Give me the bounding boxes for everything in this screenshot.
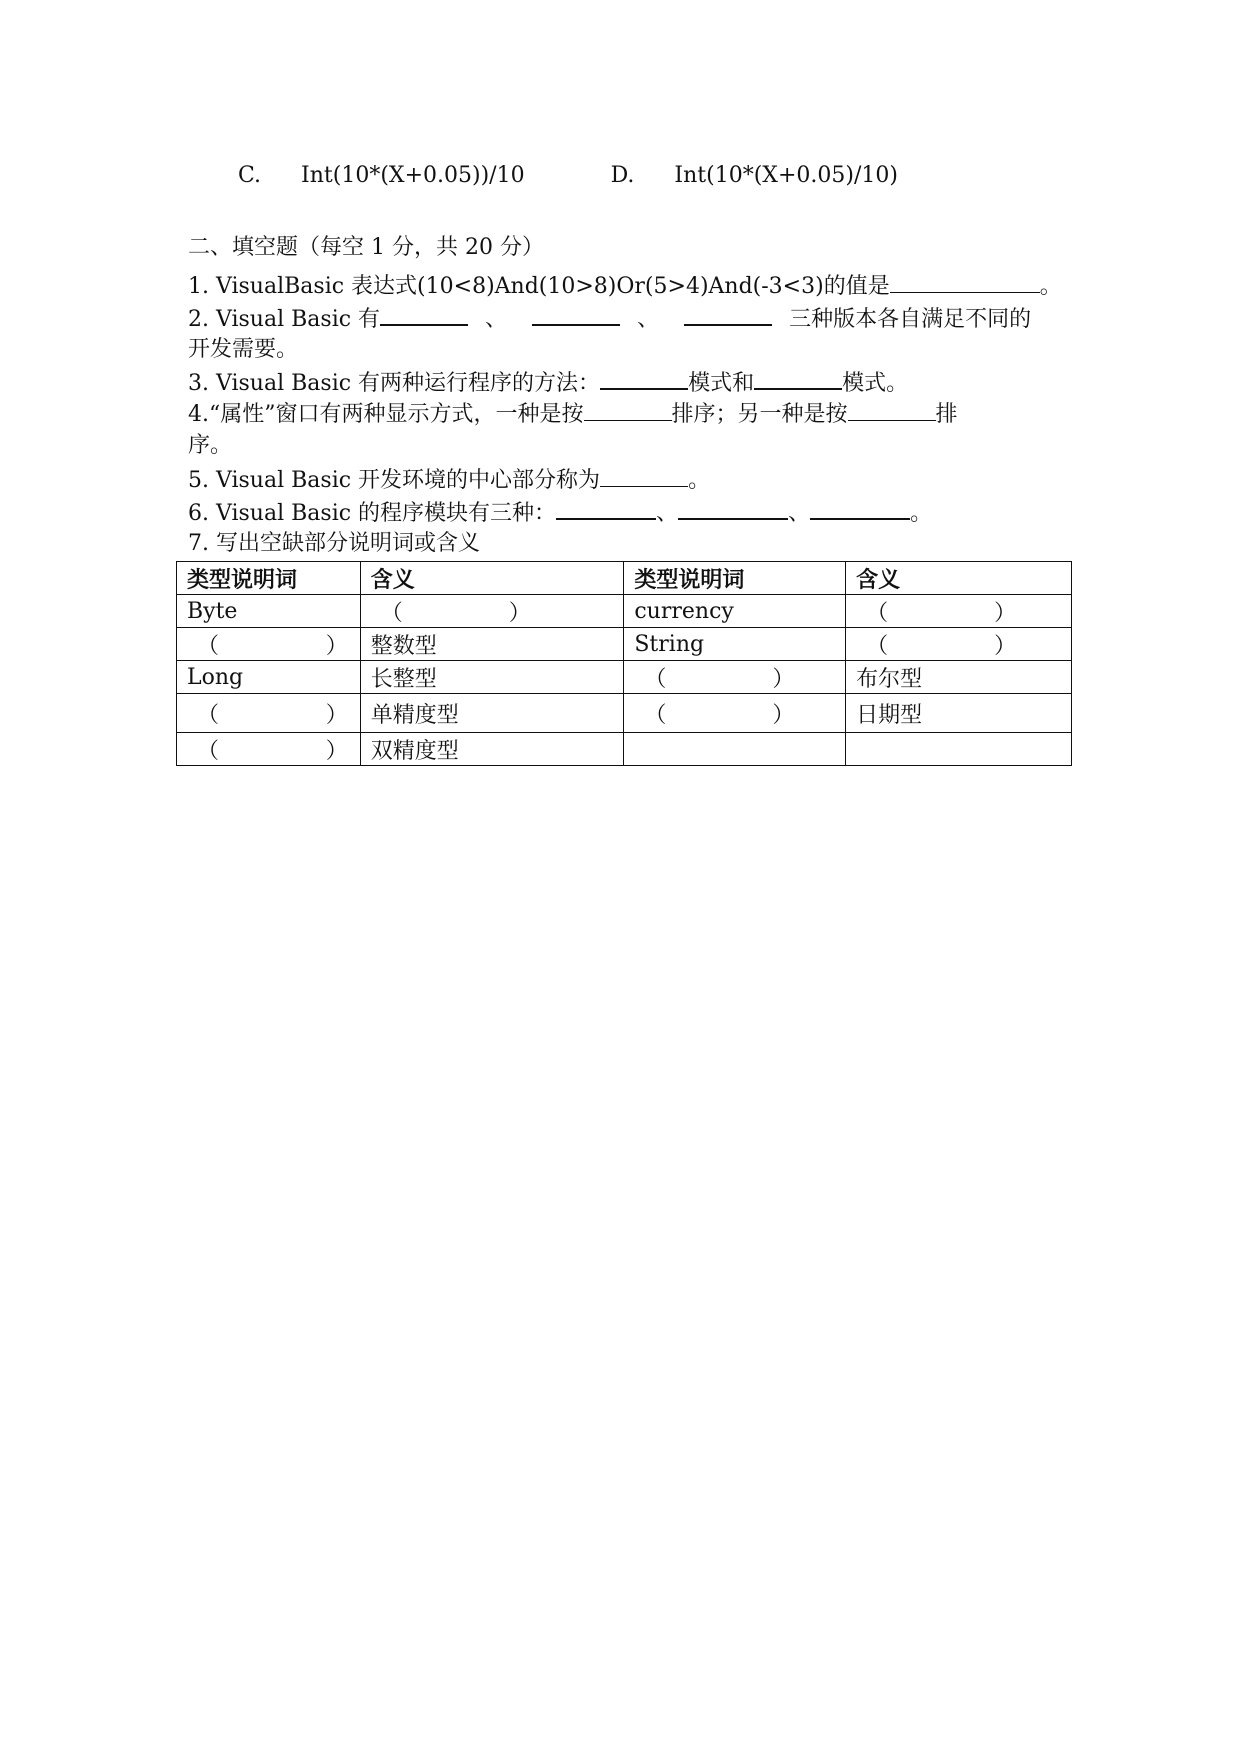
answer-blank[interactable]	[678, 496, 788, 520]
question-1	[188, 270, 1062, 303]
answer-blank[interactable]	[556, 496, 656, 520]
question-2-sep2: 、	[637, 307, 660, 332]
table-header: 类型说明词	[624, 562, 846, 595]
table-cell: String	[624, 628, 846, 661]
answer-cell[interactable]: （ ）	[177, 733, 361, 766]
question-4	[188, 398, 958, 431]
question-4-end: 排	[935, 402, 958, 427]
option-d-label: D.	[610, 163, 635, 188]
option-c-expr: Int(10*(X+0.05))/10	[301, 163, 525, 188]
question-7-text: 7. 写出空缺部分说明词或含义	[188, 531, 480, 556]
table-cell: 双精度型	[360, 733, 624, 766]
answer-blank[interactable]	[754, 366, 842, 390]
option-d-expr: Int(10*(X+0.05)/10)	[674, 163, 898, 188]
answer-blank[interactable]	[380, 302, 468, 326]
table-cell: Long	[177, 661, 361, 694]
question-4-cont: 序。	[188, 433, 233, 458]
question-6	[188, 496, 932, 530]
table-cell: 单精度型	[360, 694, 624, 733]
question-5-start: 5. Visual Basic 开发环境的中心部分称为	[188, 468, 601, 493]
table-cell: 布尔型	[846, 661, 1072, 694]
table-header-row	[177, 562, 1072, 595]
table-cell	[846, 733, 1072, 766]
question-3	[188, 366, 908, 400]
answer-cell[interactable]: （ ）	[624, 694, 846, 733]
question-1-text: 1. VisualBasic 表达式(10<8)And(10>8)Or(5>4)And(-3<3)的值是	[188, 274, 890, 299]
options-line	[238, 160, 898, 192]
question-2-continued	[188, 334, 298, 366]
question-2-start: 2. Visual Basic 有	[188, 307, 381, 332]
question-5	[188, 464, 710, 497]
question-6-sep2: 、	[788, 501, 811, 526]
question-4-start: 4.“属性”窗口有两种显示方式，一种是按	[188, 402, 584, 427]
answer-cell[interactable]: （ ）	[846, 595, 1072, 628]
table-cell: 整数型	[360, 628, 624, 661]
table-cell: currency	[624, 595, 846, 628]
question-2-sep1: 、	[485, 307, 508, 332]
question-3-mid: 模式和	[688, 371, 755, 396]
answer-cell[interactable]: （ ）	[360, 595, 624, 628]
question-7	[188, 528, 480, 560]
question-4-continued	[188, 430, 232, 462]
section-heading-text: 二、填空题（每空 1 分，共 20 分）	[188, 235, 544, 260]
table-row	[177, 595, 1072, 628]
answer-blank[interactable]	[890, 270, 1040, 293]
answer-cell[interactable]: （ ）	[177, 628, 361, 661]
question-6-start: 6. Visual Basic 的程序模块有三种：	[188, 501, 557, 526]
table-cell: 日期型	[846, 694, 1072, 733]
answer-cell[interactable]: （ ）	[846, 628, 1072, 661]
table-row	[177, 661, 1072, 694]
answer-cell[interactable]: （ ）	[624, 661, 846, 694]
question-2-cont: 开发需要。	[188, 337, 299, 362]
question-1-end: 。	[1039, 274, 1062, 299]
table-cell: 长整型	[360, 661, 624, 694]
question-6-end: 。	[910, 501, 933, 526]
table-cell: Byte	[177, 595, 361, 628]
question-2-mid: 三种版本各自满足不同的	[789, 307, 1032, 332]
option-c-label: C.	[238, 163, 262, 188]
answer-blank[interactable]	[584, 398, 672, 421]
answer-blank[interactable]	[810, 496, 910, 520]
table-row	[177, 694, 1072, 733]
question-4-mid: 排序；另一种是按	[671, 402, 848, 427]
section-heading	[188, 232, 544, 264]
answer-blank[interactable]	[532, 302, 620, 326]
answer-blank[interactable]	[600, 366, 688, 390]
table-row	[177, 733, 1072, 766]
table-header: 含义	[846, 562, 1072, 595]
question-3-start: 3. Visual Basic 有两种运行程序的方法：	[188, 371, 601, 396]
answer-cell[interactable]: （ ）	[177, 694, 361, 733]
table-cell	[624, 733, 846, 766]
table-header: 含义	[360, 562, 624, 595]
answer-blank[interactable]	[684, 302, 772, 326]
question-2	[188, 302, 1031, 336]
type-table	[176, 561, 1072, 766]
question-6-sep1: 、	[656, 501, 679, 526]
question-5-end: 。	[688, 468, 711, 493]
answer-blank[interactable]	[600, 464, 688, 487]
table-row	[177, 628, 1072, 661]
answer-blank[interactable]	[848, 398, 936, 421]
question-3-end: 模式。	[842, 371, 909, 396]
table-header: 类型说明词	[177, 562, 361, 595]
